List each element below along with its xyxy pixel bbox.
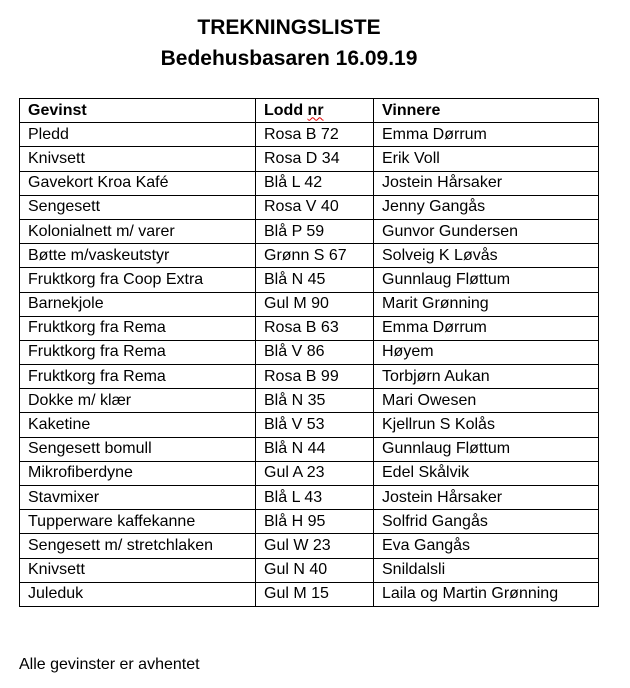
cell-ticket: Rosa V 40 bbox=[256, 195, 374, 219]
cell-prize: Dokke m/ klær bbox=[20, 389, 256, 413]
cell-prize: Barnekjole bbox=[20, 292, 256, 316]
cell-winner: Edel Skålvik bbox=[374, 461, 599, 485]
table-row bbox=[20, 461, 599, 485]
cell-winner: Jostein Hårsaker bbox=[374, 486, 599, 510]
cell-prize: Pledd bbox=[20, 123, 256, 147]
cell-winner: Emma Dørrum bbox=[374, 316, 599, 340]
cell-prize: Sengesett m/ stretchlaken bbox=[20, 534, 256, 558]
cell-prize: Mikrofiberdyne bbox=[20, 461, 256, 485]
cell-prize: Bøtte m/vaskeutstyr bbox=[20, 244, 256, 268]
table-row bbox=[20, 534, 599, 558]
table-row bbox=[20, 365, 599, 389]
table-row bbox=[20, 268, 599, 292]
cell-ticket: Rosa B 72 bbox=[256, 123, 374, 147]
cell-winner: Jostein Hårsaker bbox=[374, 171, 599, 195]
cell-ticket: Blå L 42 bbox=[256, 171, 374, 195]
cell-prize: Fruktkorg fra Rema bbox=[20, 365, 256, 389]
cell-winner: Kjellrun S Kolås bbox=[374, 413, 599, 437]
cell-winner: Erik Voll bbox=[374, 147, 599, 171]
cell-prize: Kolonialnett m/ varer bbox=[20, 219, 256, 243]
cell-winner: Marit Grønning bbox=[374, 292, 599, 316]
cell-winner: Eva Gangås bbox=[374, 534, 599, 558]
table-header-row bbox=[20, 99, 599, 123]
table-row bbox=[20, 123, 599, 147]
table-row bbox=[20, 340, 599, 364]
table-row bbox=[20, 558, 599, 582]
column-header-ticket-suffix: nr bbox=[307, 101, 324, 119]
cell-winner: Laila og Martin Grønning bbox=[374, 582, 599, 606]
cell-ticket: Rosa B 99 bbox=[256, 365, 374, 389]
cell-winner: Snildalsli bbox=[374, 558, 599, 582]
column-header-ticket-prefix: Lodd bbox=[264, 101, 308, 119]
cell-winner: Gunnlaug Fløttum bbox=[374, 268, 599, 292]
cell-prize: Fruktkorg fra Coop Extra bbox=[20, 268, 256, 292]
cell-ticket: Rosa D 34 bbox=[256, 147, 374, 171]
table-row bbox=[20, 171, 599, 195]
cell-prize: Fruktkorg fra Rema bbox=[20, 340, 256, 364]
cell-prize: Knivsett bbox=[20, 558, 256, 582]
cell-winner: Solfrid Gangås bbox=[374, 510, 599, 534]
footer-note: Alle gevinster er avhentet bbox=[19, 656, 200, 673]
table-row bbox=[20, 582, 599, 606]
cell-prize: Stavmixer bbox=[20, 486, 256, 510]
column-header-ticket bbox=[256, 99, 374, 123]
cell-ticket: Gul M 15 bbox=[256, 582, 374, 606]
cell-ticket: Blå L 43 bbox=[256, 486, 374, 510]
cell-winner: Torbjørn Aukan bbox=[374, 365, 599, 389]
cell-prize: Knivsett bbox=[20, 147, 256, 171]
table-row bbox=[20, 316, 599, 340]
cell-prize: Sengesett bbox=[20, 195, 256, 219]
document-header bbox=[0, 12, 578, 74]
cell-winner: Gunvor Gundersen bbox=[374, 219, 599, 243]
cell-ticket: Blå H 95 bbox=[256, 510, 374, 534]
cell-ticket: Blå N 35 bbox=[256, 389, 374, 413]
cell-prize: Sengesett bomull bbox=[20, 437, 256, 461]
table-row bbox=[20, 244, 599, 268]
table-row bbox=[20, 292, 599, 316]
table-row bbox=[20, 413, 599, 437]
cell-winner: Mari Owesen bbox=[374, 389, 599, 413]
table-row bbox=[20, 437, 599, 461]
cell-winner: Emma Dørrum bbox=[374, 123, 599, 147]
cell-prize: Kaketine bbox=[20, 413, 256, 437]
cell-ticket: Gul A 23 bbox=[256, 461, 374, 485]
cell-ticket: Grønn S 67 bbox=[256, 244, 374, 268]
table-body bbox=[20, 123, 599, 607]
cell-ticket: Rosa B 63 bbox=[256, 316, 374, 340]
cell-ticket: Gul M 90 bbox=[256, 292, 374, 316]
cell-ticket: Blå P 59 bbox=[256, 219, 374, 243]
cell-prize: Gavekort Kroa Kafé bbox=[20, 171, 256, 195]
cell-winner: Gunnlaug Fløttum bbox=[374, 437, 599, 461]
document-title: TREKNINGSLISTE bbox=[197, 16, 381, 39]
document-subtitle: Bedehusbasaren 16.09.19 bbox=[160, 47, 418, 70]
cell-winner: Jenny Gangås bbox=[374, 195, 599, 219]
cell-ticket: Blå N 44 bbox=[256, 437, 374, 461]
cell-winner: Høyem bbox=[374, 340, 599, 364]
table-row bbox=[20, 510, 599, 534]
column-header-winner: Vinnere bbox=[374, 99, 599, 123]
cell-ticket: Blå V 86 bbox=[256, 340, 374, 364]
cell-prize: Juleduk bbox=[20, 582, 256, 606]
cell-ticket: Blå V 53 bbox=[256, 413, 374, 437]
table-row bbox=[20, 486, 599, 510]
cell-ticket: Blå N 45 bbox=[256, 268, 374, 292]
cell-ticket: Gul W 23 bbox=[256, 534, 374, 558]
cell-ticket: Gul N 40 bbox=[256, 558, 374, 582]
prize-draw-table bbox=[19, 98, 599, 607]
cell-prize: Tupperware kaffekanne bbox=[20, 510, 256, 534]
cell-prize: Fruktkorg fra Rema bbox=[20, 316, 256, 340]
table-row bbox=[20, 389, 599, 413]
table-row bbox=[20, 147, 599, 171]
table-row bbox=[20, 219, 599, 243]
table-row bbox=[20, 195, 599, 219]
column-header-prize: Gevinst bbox=[20, 99, 256, 123]
cell-winner: Solveig K Løvås bbox=[374, 244, 599, 268]
